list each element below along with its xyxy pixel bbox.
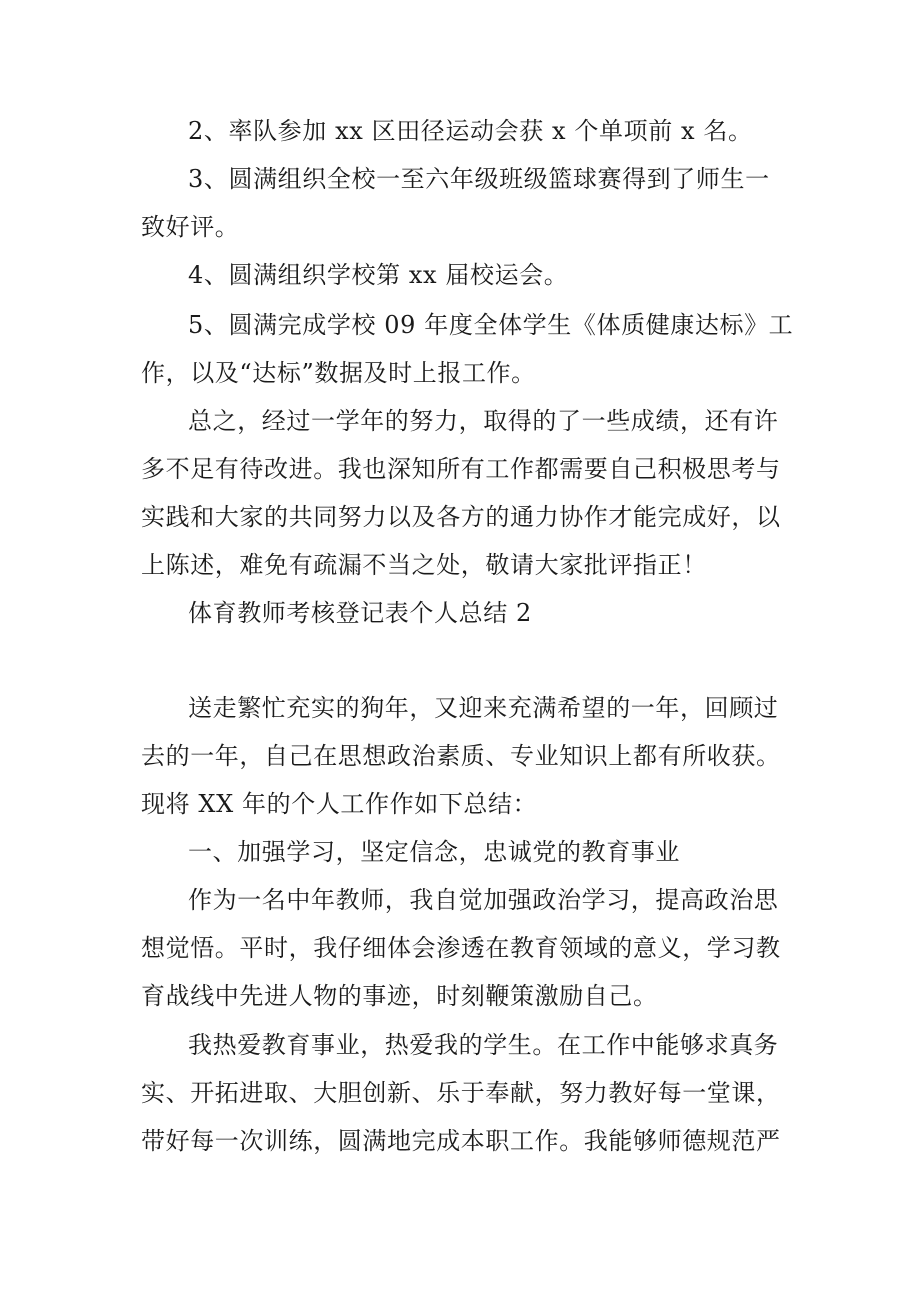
text-line: 3、圆满组织全校一至六年级班级篮球赛得到了师生一 — [188, 165, 770, 193]
text-line: 作，以及“达标”数据及时上报工作。 — [141, 359, 536, 387]
text-line: 想觉悟。平时，我仔细体会渗透在教育领域的意义，学习教 — [141, 934, 781, 962]
section-title: 体育教师考核登记表个人总结 2 — [188, 599, 532, 627]
text-line: 作为一名中年教师，我自觉加强政治学习，提高政治思 — [188, 886, 779, 914]
text-line: 去的一年，自己在思想政治素质、专业知识上都有所收获。 — [141, 742, 781, 770]
text-line: 总之，经过一学年的努力，取得的了一些成绩，还有许 — [188, 407, 779, 435]
text-line: 实、开拓进取、大胆创新、乐于奉献，努力教好每一堂课， — [141, 1079, 781, 1107]
text-line: 我热爱教育事业，热爱我的学生。在工作中能够求真务 — [188, 1031, 779, 1059]
text-line: 上陈述，难免有疏漏不当之处，敬请大家批评指正！ — [141, 551, 707, 579]
text-line: 实践和大家的共同努力以及各方的通力协作才能完成好，以 — [141, 503, 781, 531]
text-line: 现将 XX 年的个人工作作如下总结： — [141, 790, 538, 818]
text-line: 4、圆满组织学校第 xx 届校运会。 — [188, 261, 569, 289]
text-line: 致好评。 — [141, 213, 240, 241]
text-line: 育战线中先进人物的事迹，时刻鞭策激励自己。 — [141, 982, 658, 1010]
text-line: 送走繁忙充实的狗年，又迎来充满希望的一年，回顾过 — [188, 694, 779, 722]
subheading: 一、加强学习，坚定信念，忠诚党的教育事业 — [188, 838, 680, 866]
text-line: 带好每一次训练，圆满地完成本职工作。我能够师德规范严 — [141, 1127, 781, 1155]
text-line: 多不足有待改进。我也深知所有工作都需要自己积极思考与 — [141, 455, 781, 483]
text-line: 5、圆满完成学校 09 年度全体学生《体质健康达标》工 — [188, 311, 794, 339]
text-line: 2、率队参加 xx 区田径运动会获 x 个单项前 x 名。 — [188, 117, 753, 145]
